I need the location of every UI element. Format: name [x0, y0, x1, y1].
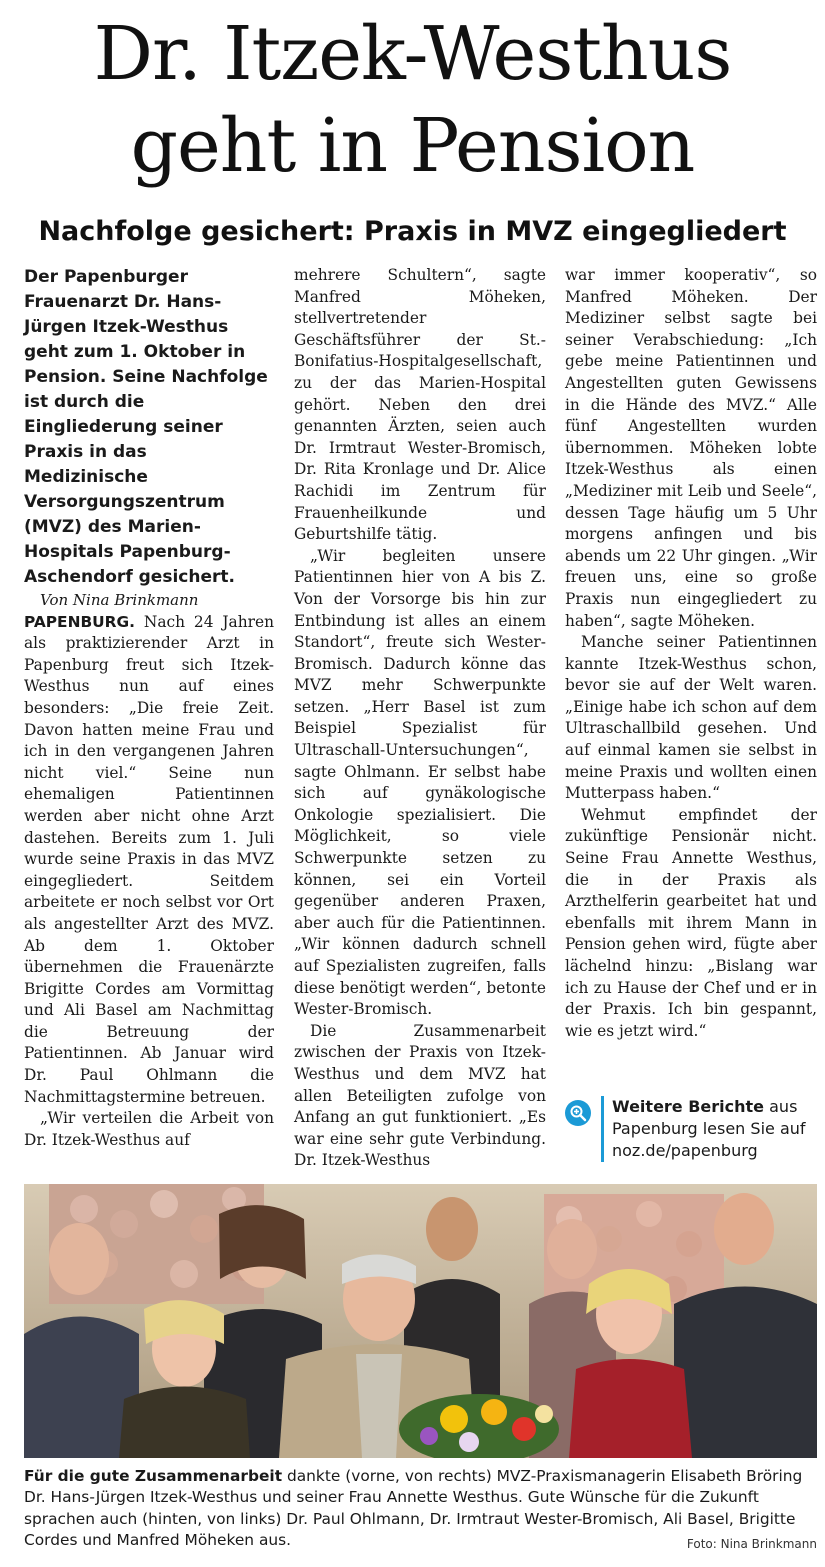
column-1 — [24, 265, 274, 1151]
promo-text — [601, 1096, 822, 1162]
dateline: PAPENBURG. — [24, 612, 136, 631]
photo-credit: Foto: Nina Brinkmann — [686, 1537, 817, 1551]
headline-line-1: Dr. Itzek-Westhus — [93, 11, 732, 97]
body-paragraph: war immer kooperativ“, so Manfred Möheken. Der Mediziner selbst sagte bei seiner Verabschiedung: „Ich gebe meine Patientinnen und Angestellten guten Gewissens in die Hände des MVZ.“ Alle fünf Angestellten wurden übernommen. Möheken lobte Itzek-Westhus als einen „Mediziner mit Leib und Seele“, dessen Tage häufig um 5 Uhr morgens anfingen und bis abends um 22 Uhr gingen. „Wir freuen uns, eine so große Praxis nun eingegliedert zu haben“, sagte Möheken. — [565, 266, 817, 630]
column-3 — [565, 265, 817, 1042]
body-paragraph: Manche seiner Patientinnen kannte Itzek-Westhus schon, bevor sie auf der Welt waren. „Einige habe ich schon auf dem Ultraschallbild gesehen. Und auf einmal kamen sie selbst in meine Praxis und wollten einen Mutterpass haben.“ — [565, 633, 817, 803]
body-paragraph: mehrere Schultern“, sagte Manfred Möheken, stellvertretender Geschäftsführer der St.-Bonifatius-Hospitalgesellschaft, zu der das Marien-Hospital gehört. Neben den drei genannten Ärzten, seien auch Dr. Irmtraut Wester-Bromisch, Dr. Rita Kronlage und Dr. Alice Rachidi im Zentrum für Frauenheilkunde und Geburtshilfe tätig. — [294, 266, 546, 544]
subheadline: Nachfolge gesichert: Praxis in MVZ eingegliedert — [38, 216, 787, 247]
body-paragraph — [24, 612, 274, 1109]
promo-bold: Weitere Berichte — [612, 1097, 765, 1116]
body-text: Nach 24 Jahren als praktizierender Arzt in Papenburg freut sich Itzek-Westhus nun auf eines besonders: „Die freie Zeit. Davon hatten meine Frau und ich in den vergangenen Jahren nicht viel.“ Seine nun ehemaligen Patientinnen werden aber nicht ohne Arzt dastehen. Bereits zum 1. Juli wurde seine Praxis in das MVZ eingegliedert. Seitdem arbeitete er noch selbst vor Ort als angestellter Arzt des MVZ. Ab dem 1. Oktober übernehmen die Frauenärzte Brigitte Cordes am Vormittag und Ali Basel am Nachmittag die Betreuung der Patientinnen. Ab Januar wird Dr. Paul Ohlmann die Nachmittagstermine betreuen. — [24, 612, 274, 1106]
headline — [0, 8, 825, 192]
body-paragraph: Die Zusammenarbeit zwischen der Praxis von Itzek-Westhus und dem MVZ hat allen Beteiligten zufolge von Anfang an gut funktioniert. „Es war eine sehr gute Verbindung. Dr. Itzek-Westhus — [294, 1021, 546, 1170]
column-2 — [294, 265, 546, 1172]
search-plus-icon — [565, 1100, 591, 1126]
body-paragraph: „Wir verteilen die Arbeit von Dr. Itzek-Westhus auf — [24, 1109, 274, 1149]
body-paragraph: „Wir begleiten unsere Patientinnen hier von A bis Z. Von der Vorsorge bis hin zur Entbindung ist alles an einem Standort“, freute sich Wester-Bromisch. Dadurch könne das MVZ mehr Schwerpunkte setzen. „Herr Basel ist zum Beispiel Spezialist für Ultraschall-Untersuchungen“, sagte Ohlmann. Er selbst habe sich auf gynäkologische Onkologie spezialisiert. Die Möglichkeit, so viele Schwerpunkte setzen zu können, sei ein Vorteil gegenüber anderen Praxen, aber auch für die Patientinnen. „Wir können dadurch schnell auf Spezialisten zugreifen, falls diese benötigt werden“, betonte Wester-Bromisch. — [294, 546, 546, 1019]
caption-text: dankte (vorne, von rechts) MVZ-Praxismanagerin Elisabeth Bröring Dr. Hans-Jürgen Itzek-Westhus und seiner Frau Annette Westhus. Gute Wünsche für die Zukunft sprachen auch (hinten, von links) Dr. Paul Ohlmann, Dr. Irmtraut Wester-Bromisch, Ali Basel, Brigitte Cordes und Manfred Möheken aus. — [24, 1467, 803, 1549]
headline-line-2: geht in Pension — [130, 103, 695, 189]
caption-lead: Für die gute Zusammenarbeit — [24, 1467, 283, 1485]
group-photo — [24, 1184, 817, 1458]
byline: Von Nina Brinkmann — [40, 591, 199, 609]
promo-box[interactable] — [565, 1096, 821, 1166]
lede: Der Papenburger Frauenarzt Dr. Hans-Jürgen Itzek-Westhus geht zum 1. Oktober in Pension. Seine Nachfolge ist durch die Eingliederung seiner Praxis in das Medizinische Versorgungszentrum (MVZ) des Marien-Hospitals Papenburg-Aschendorf gesichert. — [24, 267, 268, 587]
body-paragraph: Wehmut empfindet der zukünftige Pensionär nicht. Seine Frau Annette Westhus, die in der Praxis als Arzthelferin gearbeitet hat und ebenfalls mit ihrem Mann in Pension gehen wird, fügte aber lächelnd hinzu: „Bislang war ich zu Hause der Chef und er in der Praxis. Ich bin gespannt, wie es jetzt wird.“ — [565, 805, 817, 1040]
promo-rest: aus Papenburg lesen Sie auf noz.de/papenburg — [612, 1097, 806, 1160]
